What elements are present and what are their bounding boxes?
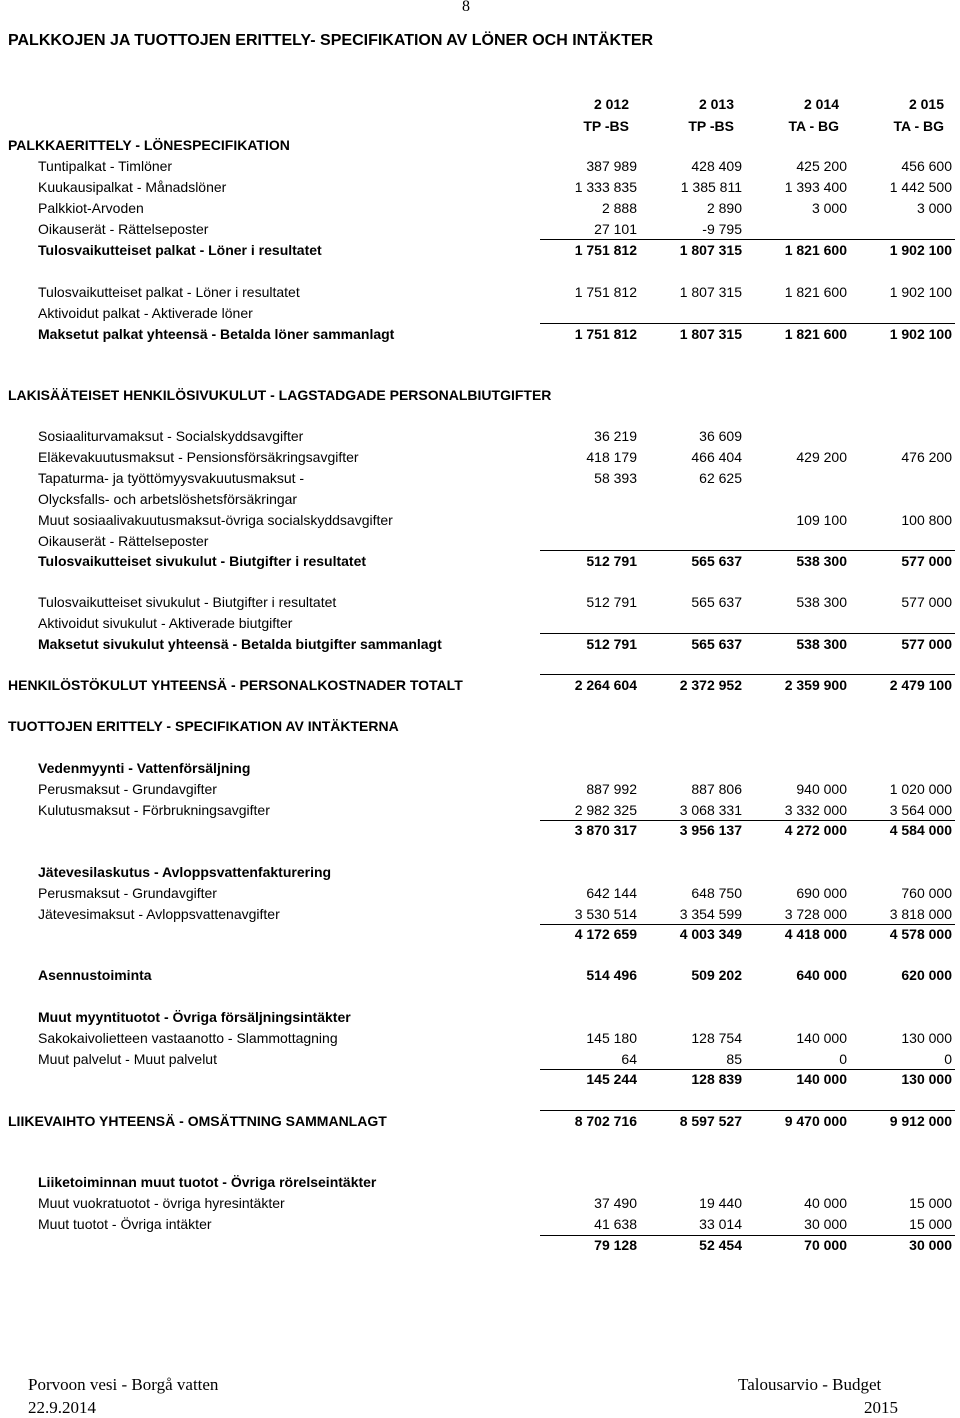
table-row xyxy=(0,613,960,633)
footer-date: 22.9.2014 xyxy=(28,1398,96,1417)
subtotal-rule xyxy=(540,323,955,324)
row-value: 3 000 xyxy=(811,200,847,216)
row-value: 100 800 xyxy=(901,512,952,528)
row-value: 62 625 xyxy=(699,470,742,486)
row-value: 145 180 xyxy=(586,1030,637,1046)
row-value: 30 000 xyxy=(909,1237,952,1253)
row-value: 2 264 604 xyxy=(574,677,637,693)
row-label: Eläkevakuutusmaksut - Pensionsförsäkringsavgifter xyxy=(38,449,359,465)
row-value: 3 728 000 xyxy=(784,906,847,922)
row-value: 128 754 xyxy=(691,1030,742,1046)
row-value: 15 000 xyxy=(909,1195,952,1211)
table-row xyxy=(0,303,960,323)
row-value: 512 791 xyxy=(586,636,637,652)
row-value: 4 584 000 xyxy=(889,822,952,838)
footer-document: Talousarvio - Budget xyxy=(738,1375,882,1394)
table-row xyxy=(0,1214,960,1234)
row-value: 3 956 137 xyxy=(679,822,742,838)
row-value: 1 821 600 xyxy=(784,326,847,342)
row-label: Tapaturma- ja työttömyysvakuutusmaksut - xyxy=(38,470,305,486)
footer-organization: Porvoon vesi - Borgå vatten xyxy=(28,1375,219,1394)
row-value: 512 791 xyxy=(586,594,637,610)
row-value: 9 470 000 xyxy=(784,1113,847,1129)
row-value: 1 807 315 xyxy=(679,326,742,342)
row-value: 1 442 500 xyxy=(889,179,952,195)
row-value: 1 393 400 xyxy=(784,179,847,195)
row-value: 565 637 xyxy=(691,636,742,652)
row-value: 2 372 952 xyxy=(679,677,742,693)
row-value: 4 418 000 xyxy=(784,926,847,942)
table-row xyxy=(0,1028,960,1048)
table-row xyxy=(0,634,960,654)
table-row xyxy=(0,862,960,882)
row-value: 145 244 xyxy=(586,1071,637,1087)
row-value: 577 000 xyxy=(901,553,952,569)
row-value: 70 000 xyxy=(804,1237,847,1253)
row-value: 130 000 xyxy=(901,1030,952,1046)
row-value: 940 000 xyxy=(796,781,847,797)
subtotal-rule xyxy=(540,820,955,821)
table-row xyxy=(0,904,960,924)
row-value: 887 806 xyxy=(691,781,742,797)
row-value: 565 637 xyxy=(691,553,742,569)
row-value: 4 272 000 xyxy=(784,822,847,838)
row-value: 140 000 xyxy=(796,1071,847,1087)
subtotal-rule xyxy=(540,550,955,551)
row-value: 0 xyxy=(839,1051,847,1067)
row-value: 64 xyxy=(621,1051,637,1067)
row-value: 3 564 000 xyxy=(889,802,952,818)
table-row xyxy=(0,426,960,446)
table-row xyxy=(0,1049,960,1069)
row-value: 1 807 315 xyxy=(679,284,742,300)
column-header-type: TP -BS xyxy=(583,118,629,134)
row-label: Asennustoiminta xyxy=(38,967,152,983)
row-label: TUOTTOJEN ERITTELY - SPECIFIKATION AV INTÄKTERNA xyxy=(8,718,399,734)
row-label: Perusmaksut - Grundavgifter xyxy=(38,781,217,797)
row-label: HENKILÖSTÖKULUT YHTEENSÄ - PERSONALKOSTNADER TOTALT xyxy=(8,677,463,693)
row-value: 1 385 811 xyxy=(680,179,742,195)
row-value: 690 000 xyxy=(796,885,847,901)
row-label: Vedenmyynti - Vattenförsäljning xyxy=(38,760,251,776)
row-label: Tulosvaikutteiset sivukulut - Biutgifter i resultatet xyxy=(38,553,367,569)
subtotal-rule xyxy=(540,239,955,240)
row-label: LIIKEVAIHTO YHTEENSÄ - OMSÄTTNING SAMMANLAGT xyxy=(8,1113,387,1129)
row-value: 538 300 xyxy=(796,594,847,610)
row-value: 640 000 xyxy=(796,967,847,983)
row-value: 1 333 835 xyxy=(574,179,637,195)
subtotal-rule xyxy=(540,1235,955,1236)
table-row xyxy=(0,1193,960,1213)
row-value: 429 200 xyxy=(796,449,847,465)
table-row xyxy=(0,551,960,571)
row-value: 128 839 xyxy=(691,1071,742,1087)
row-value: 3 818 000 xyxy=(889,906,952,922)
row-value: 3 530 514 xyxy=(574,906,637,922)
column-header-type: TA - BG xyxy=(893,118,944,134)
column-header-year: 2 014 xyxy=(803,96,839,112)
row-value: 3 354 599 xyxy=(679,906,742,922)
table-row xyxy=(0,324,960,344)
row-value: 3 870 317 xyxy=(574,822,637,838)
table-row xyxy=(0,716,960,736)
row-label: Sakokaivolietteen vastaanotto - Slammottagning xyxy=(38,1030,338,1046)
row-label: Muut sosiaalivakuutusmaksut-övriga socialskyddsavgifter xyxy=(38,512,393,528)
row-label: Tulosvaikutteiset sivukulut - Biutgifter i resultatet xyxy=(38,594,337,610)
table-row xyxy=(0,447,960,467)
row-value: 1 902 100 xyxy=(889,284,952,300)
row-value: 109 100 xyxy=(796,512,847,528)
row-value: 41 638 xyxy=(594,1216,637,1232)
table-row xyxy=(0,1235,960,1255)
column-header-year: 2 015 xyxy=(908,96,944,112)
row-label: Oikauserät - Rättelseposter xyxy=(38,533,209,549)
table-row xyxy=(0,156,960,176)
row-value: 37 490 xyxy=(594,1195,637,1211)
row-value: 1 807 315 xyxy=(679,242,742,258)
row-label: Oikauserät - Rättelseposter xyxy=(38,221,209,237)
row-label: Muut myyntituotot - Övriga försäljningsintäkter xyxy=(38,1009,351,1025)
row-value: 15 000 xyxy=(909,1216,952,1232)
row-label: Perusmaksut - Grundavgifter xyxy=(38,885,217,901)
table-row xyxy=(0,820,960,840)
table-row xyxy=(0,1172,960,1192)
row-value: 1 751 812 xyxy=(574,242,637,258)
table-row xyxy=(0,510,960,530)
table-row xyxy=(0,592,960,612)
table-row xyxy=(0,1069,960,1089)
row-value: 577 000 xyxy=(901,594,952,610)
row-value: 642 144 xyxy=(586,885,637,901)
table-row xyxy=(0,965,960,985)
row-label: Kulutusmaksut - Förbrukningsavgifter xyxy=(38,802,270,818)
subtotal-rule xyxy=(540,1110,955,1111)
row-value: 2 479 100 xyxy=(889,677,952,693)
subtotal-rule xyxy=(540,924,955,925)
row-label: Kuukausipalkat - Månadslöner xyxy=(38,179,227,195)
table-row xyxy=(0,468,960,488)
row-label: Maksetut palkat yhteensä - Betalda löner sammanlagt xyxy=(38,326,395,342)
row-value: 19 440 xyxy=(699,1195,742,1211)
row-value: 577 000 xyxy=(901,636,952,652)
table-row xyxy=(0,924,960,944)
table-row xyxy=(0,1111,960,1131)
row-value: 1 751 812 xyxy=(574,326,637,342)
row-value: 760 000 xyxy=(901,885,952,901)
row-value: 0 xyxy=(944,1051,952,1067)
row-label: Liiketoiminnan muut tuotot - Övriga rörelseintäkter xyxy=(38,1174,377,1190)
row-value: 1 902 100 xyxy=(889,326,952,342)
row-value: 140 000 xyxy=(796,1030,847,1046)
page-number: 8 xyxy=(462,0,470,15)
row-value: 8 597 527 xyxy=(679,1113,742,1129)
row-value: 514 496 xyxy=(586,967,637,983)
row-value: 4 172 659 xyxy=(574,926,637,942)
row-value: 620 000 xyxy=(901,967,952,983)
page-title: PALKKOJEN JA TUOTTOJEN ERITTELY- SPECIFIKATION AV LÖNER OCH INTÄKTER xyxy=(8,32,654,49)
row-value: 9 912 000 xyxy=(889,1113,952,1129)
row-label: Jätevesimaksut - Avloppsvattenavgifter xyxy=(38,906,280,922)
row-value: 1 020 000 xyxy=(889,781,952,797)
row-label: Tuntipalkat - Timlöner xyxy=(38,158,173,174)
row-label: Jätevesilaskutus - Avloppsvattenfakturering xyxy=(38,864,332,880)
table-row xyxy=(0,135,960,155)
row-label: Aktivoidut palkat - Aktiverade löner xyxy=(38,305,253,321)
row-value: 33 014 xyxy=(699,1216,742,1232)
row-value: 466 404 xyxy=(691,449,742,465)
row-value: 2 888 xyxy=(601,200,637,216)
row-value: 27 101 xyxy=(594,221,637,237)
row-value: 58 393 xyxy=(594,470,637,486)
subtotal-rule xyxy=(540,633,955,634)
row-value: 538 300 xyxy=(796,636,847,652)
row-value: 565 637 xyxy=(691,594,742,610)
row-value: 512 791 xyxy=(586,553,637,569)
row-value: 648 750 xyxy=(691,885,742,901)
row-label: Tulosvaikutteiset palkat - Löner i resultatet xyxy=(38,284,300,300)
table-row xyxy=(0,531,960,551)
table-row xyxy=(0,1007,960,1027)
row-value: 887 992 xyxy=(586,781,637,797)
table-row xyxy=(0,758,960,778)
row-label: Palkkiot-Arvoden xyxy=(38,200,144,216)
row-label: Maksetut sivukulut yhteensä - Betalda biutgifter sammanlagt xyxy=(38,636,442,652)
row-value: 3 332 000 xyxy=(784,802,847,818)
column-header-year: 2 012 xyxy=(593,96,629,112)
table-row xyxy=(0,800,960,820)
row-value: 36 609 xyxy=(699,428,742,444)
row-value: 3 000 xyxy=(916,200,952,216)
row-value: 79 128 xyxy=(594,1237,637,1253)
row-label: Aktivoidut sivukulut - Aktiverade biutgifter xyxy=(38,615,293,631)
row-value: 1 902 100 xyxy=(889,242,952,258)
row-label: PALKKAERITTELY - LÖNESPECIFIKATION xyxy=(8,137,290,153)
row-label: Olycksfalls- och arbetslöshetsförsäkringar xyxy=(38,491,298,507)
row-value: 2 890 xyxy=(706,200,742,216)
row-value: 1 821 600 xyxy=(784,242,847,258)
row-value: 1 751 812 xyxy=(574,284,637,300)
row-label: Tulosvaikutteiset palkat - Löner i resultatet xyxy=(38,242,322,258)
row-value: 8 702 716 xyxy=(574,1113,637,1129)
row-label: Muut palvelut - Muut palvelut xyxy=(38,1051,217,1067)
row-value: 4 003 349 xyxy=(679,926,742,942)
table-row xyxy=(0,883,960,903)
table-row xyxy=(0,675,960,695)
subtotal-rule xyxy=(540,1069,955,1070)
row-label: LAKISÄÄTEISET HENKILÖSIVUKULUT - LAGSTADGADE PERSONALBIUTGIFTER xyxy=(8,387,552,403)
row-label: Muut tuotot - Övriga intäkter xyxy=(38,1216,212,1232)
row-value: 85 xyxy=(726,1051,742,1067)
column-header-year: 2 013 xyxy=(698,96,734,112)
row-value: 52 454 xyxy=(699,1237,742,1253)
row-label: Sosiaaliturvamaksut - Socialskyddsavgifter xyxy=(38,428,304,444)
table-row xyxy=(0,219,960,239)
footer-year: 2015 xyxy=(864,1398,898,1417)
row-value: 418 179 xyxy=(586,449,637,465)
table-row xyxy=(0,198,960,218)
row-value: 387 989 xyxy=(586,158,637,174)
row-value: 509 202 xyxy=(691,967,742,983)
table-row xyxy=(0,282,960,302)
column-header-type: TA - BG xyxy=(788,118,839,134)
column-header-type: TP -BS xyxy=(688,118,734,134)
table-row xyxy=(0,177,960,197)
subtotal-rule xyxy=(540,674,955,675)
row-value: 2 982 325 xyxy=(574,802,637,818)
table-row xyxy=(0,489,960,509)
row-value: 476 200 xyxy=(901,449,952,465)
row-value: 538 300 xyxy=(796,553,847,569)
row-value: 36 219 xyxy=(594,428,637,444)
row-value: 30 000 xyxy=(804,1216,847,1232)
row-value: 1 821 600 xyxy=(784,284,847,300)
row-value: 40 000 xyxy=(804,1195,847,1211)
row-value: 4 578 000 xyxy=(889,926,952,942)
row-value: 456 600 xyxy=(901,158,952,174)
row-label: Muut vuokratuotot - övriga hyresintäkter xyxy=(38,1195,285,1211)
row-value: 2 359 900 xyxy=(784,677,847,693)
table-row xyxy=(0,385,960,405)
row-value: 425 200 xyxy=(796,158,847,174)
table-row xyxy=(0,779,960,799)
row-value: 130 000 xyxy=(901,1071,952,1087)
row-value: -9 795 xyxy=(702,221,742,237)
row-value: 3 068 331 xyxy=(679,802,742,818)
table-row xyxy=(0,240,960,260)
row-value: 428 409 xyxy=(691,158,742,174)
